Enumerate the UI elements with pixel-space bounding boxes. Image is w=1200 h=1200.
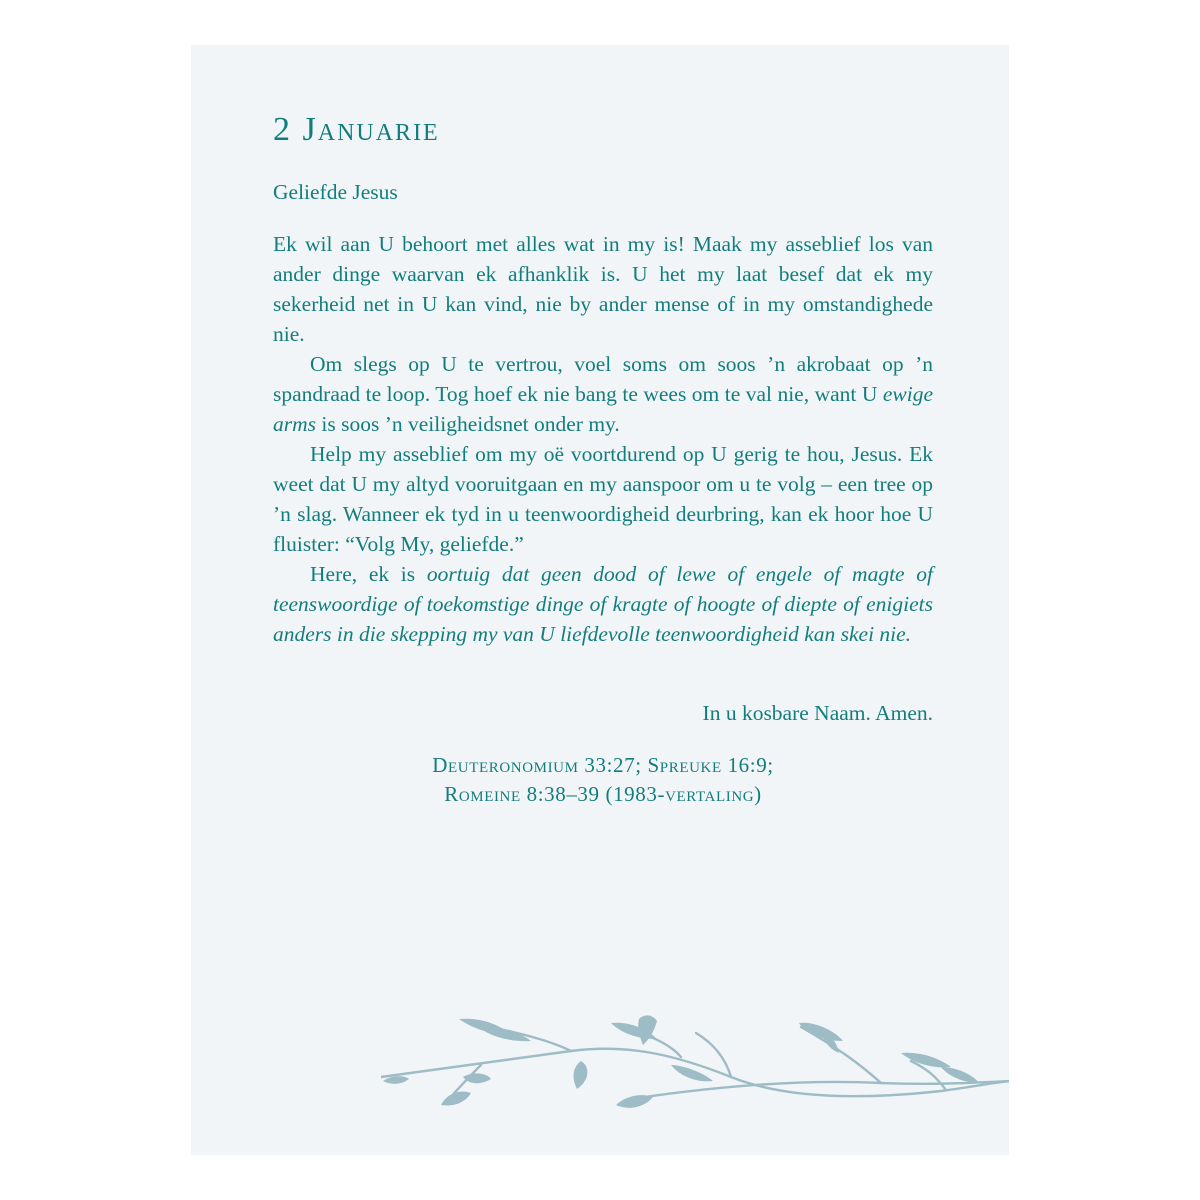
leafy-branch-icon [381,1005,1009,1125]
paragraph-1: Ek wil aan U behoort met alles wat in my is! Maak my asseblief los van ander dinge waarvan ek afhanklik is. U het my laat besef dat ek my sekerheid net in U kan vind, nie by ander mense of in my omstandighede nie. [273,232,933,346]
reference-line-2: Romeine 8:38–39 (1983-vertaling) [444,782,762,806]
scripture-quote: oortuig dat geen dood of lewe of engele of magte of teenswoordige of toekomstige dinge of kragte of hoogte of diepte of enigiets anders in die skepping my van U liefdevolle teenwoordigheid kan skei nie. [273,562,934,646]
scripture-references [273,751,933,809]
salutation: Geliefde Jesus [273,180,398,204]
scripture-emphasis: ewige arms [273,382,933,436]
page-title: 2 Januarie [273,111,440,148]
closing-prayer: In u kosbare Naam. Amen. [702,701,933,725]
paragraph-2-text-start: Om slegs op U te vertrou, voel soms om soos ’n akrobaat op ’n spandraad te loop. Tog hoef ek nie bang te wees om te val nie, want U [273,352,933,406]
paragraph-2 [273,349,933,439]
paragraph-4-text-start: Here, ek is [310,562,427,586]
reference-line-1: Deuteronomium 33:27; Spreuke 16:9; [432,753,774,777]
paragraph-2-text-end: is soos ’n veiligheidsnet onder my. [316,412,620,436]
devotional-body [273,229,933,649]
paragraph-4 [273,559,933,649]
paragraph-3: Help my asseblief om my oë voortdurend op U gerig te hou, Jesus. Ek weet dat U my altyd vooruitgaan en my aanspoor om u te volg – een tree op ’n slag. Wanneer ek tyd in u teenwoordigheid deurbring, kan ek hoor hoe U fluister: “Volg My, geliefde.” [273,442,933,556]
devotional-page [191,45,1009,1155]
